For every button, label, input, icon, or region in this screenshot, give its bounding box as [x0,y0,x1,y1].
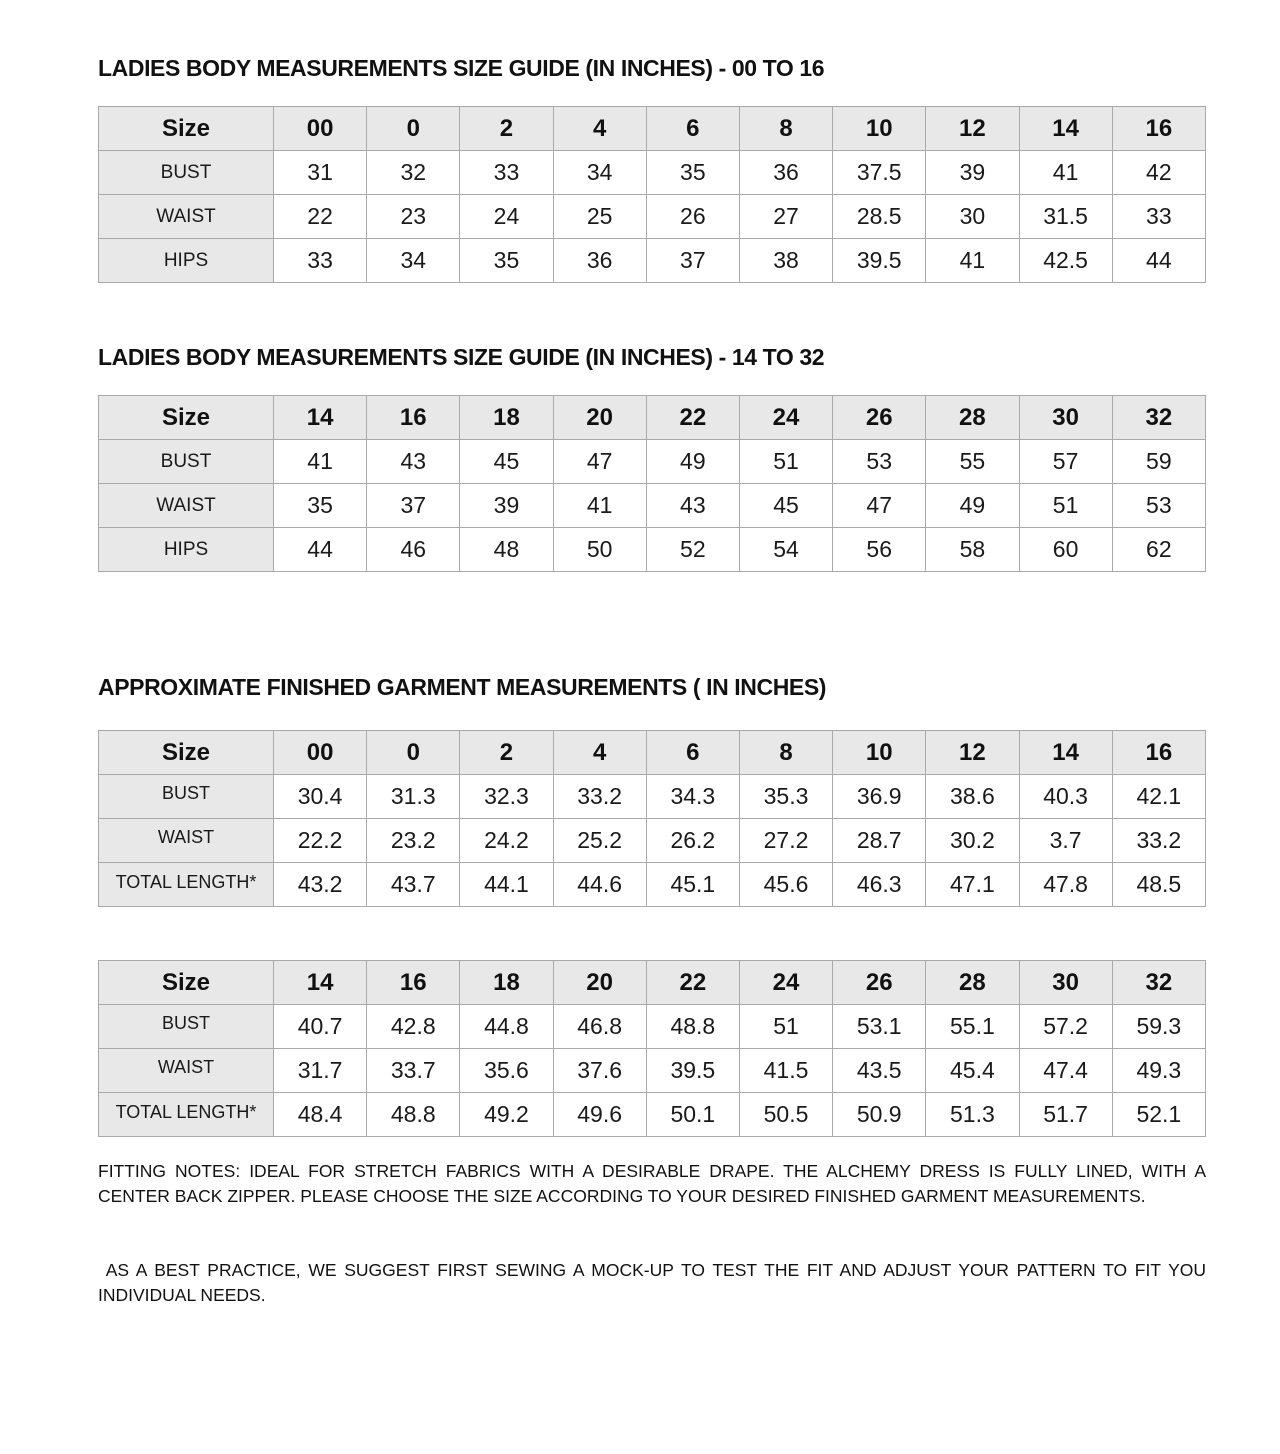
size-header-cell: 24 [739,961,832,1005]
measurement-value: 30.4 [274,775,367,819]
measurement-value: 39.5 [646,1049,739,1093]
measurement-value: 46 [367,528,460,572]
measurement-label: BUST [99,151,274,195]
measurement-value: 44.6 [553,863,646,907]
measurement-row [99,195,1206,239]
measurement-value: 42.5 [1019,239,1112,283]
measurement-value: 28.5 [833,195,926,239]
measurement-value: 40.7 [274,1005,367,1049]
measurement-value: 34.3 [646,775,739,819]
size-header-cell: 32 [1112,961,1205,1005]
size-header-cell: 6 [646,731,739,775]
measurement-label: HIPS [99,239,274,283]
measurement-value: 28.7 [833,819,926,863]
measurement-value: 42.8 [367,1005,460,1049]
measurement-label: BUST [99,440,274,484]
measurement-value: 23.2 [367,819,460,863]
measurement-row [99,528,1206,572]
measurement-value: 34 [553,151,646,195]
measurement-value: 48 [460,528,553,572]
measurement-row [99,863,1206,907]
measurement-label: TOTAL LENGTH* [99,1093,274,1137]
measurement-value: 37 [367,484,460,528]
measurement-row [99,1049,1206,1093]
measurement-value: 36 [553,239,646,283]
measurement-row [99,151,1206,195]
measurement-value: 26 [646,195,739,239]
size-header-label: Size [99,731,274,775]
measurement-value: 48.8 [367,1093,460,1137]
measurement-value: 33.7 [367,1049,460,1093]
measurement-value: 43.7 [367,863,460,907]
garment-table-00-16 [98,730,1206,907]
body-size-guide-14-32-title: LADIES BODY MEASUREMENTS SIZE GUIDE (IN INCHES) - 14 TO 32 [98,344,825,370]
measurement-label: TOTAL LENGTH* [99,863,274,907]
measurement-value: 53 [833,440,926,484]
measurement-value: 23 [367,195,460,239]
size-header-row [99,396,1206,440]
measurement-value: 26.2 [646,819,739,863]
size-header-cell: 26 [833,961,926,1005]
measurement-value: 47.1 [926,863,1019,907]
measurement-value: 44 [274,528,367,572]
measurement-value: 46.8 [553,1005,646,1049]
size-header-cell: 22 [646,961,739,1005]
measurement-value: 36 [739,151,832,195]
measurement-label: WAIST [99,195,274,239]
measurement-value: 49 [926,484,1019,528]
measurement-value: 60 [1019,528,1112,572]
size-header-cell: 8 [739,731,832,775]
size-header-cell: 28 [926,961,1019,1005]
size-header-cell: 26 [833,396,926,440]
measurement-value: 44.8 [460,1005,553,1049]
measurement-value: 41 [926,239,1019,283]
measurement-value: 22 [274,195,367,239]
measurement-value: 3.7 [1019,819,1112,863]
size-header-cell: 32 [1112,396,1205,440]
measurement-row [99,1005,1206,1049]
measurement-value: 45 [460,440,553,484]
measurement-value: 39 [460,484,553,528]
measurement-value: 33 [274,239,367,283]
measurement-label: HIPS [99,528,274,572]
measurement-value: 44.1 [460,863,553,907]
size-header-cell: 30 [1019,396,1112,440]
size-header-cell: 16 [367,961,460,1005]
size-header-row [99,961,1206,1005]
size-header-cell: 10 [833,731,926,775]
measurement-value: 33.2 [1112,819,1205,863]
measurement-value: 56 [833,528,926,572]
measurement-value: 50.5 [739,1093,832,1137]
size-header-cell: 16 [1112,731,1205,775]
measurement-value: 50.9 [833,1093,926,1137]
size-header-row [99,731,1206,775]
measurement-value: 31.5 [1019,195,1112,239]
size-header-cell: 16 [367,396,460,440]
measurement-value: 41.5 [739,1049,832,1093]
measurement-value: 43.5 [833,1049,926,1093]
size-header-cell: 2 [460,107,553,151]
measurement-value: 35 [646,151,739,195]
measurement-value: 25 [553,195,646,239]
measurement-value: 59.3 [1112,1005,1205,1049]
size-header-cell: 30 [1019,961,1112,1005]
measurement-value: 48.4 [274,1093,367,1137]
measurement-row [99,1093,1206,1137]
measurement-value: 59 [1112,440,1205,484]
measurement-value: 37 [646,239,739,283]
size-header-cell: 20 [553,961,646,1005]
measurement-label: BUST [99,1005,274,1049]
measurement-value: 58 [926,528,1019,572]
size-header-label: Size [99,107,274,151]
measurement-value: 51.7 [1019,1093,1112,1137]
measurement-label: WAIST [99,1049,274,1093]
size-header-cell: 0 [367,731,460,775]
measurement-value: 57.2 [1019,1005,1112,1049]
size-header-cell: 18 [460,396,553,440]
measurement-value: 53.1 [833,1005,926,1049]
size-header-cell: 4 [553,107,646,151]
size-header-cell: 0 [367,107,460,151]
measurement-value: 51 [739,1005,832,1049]
measurement-value: 45.6 [739,863,832,907]
measurement-value: 50.1 [646,1093,739,1137]
measurement-value: 45.4 [926,1049,1019,1093]
body-size-table-14-32 [98,395,1206,572]
measurement-value: 49.3 [1112,1049,1205,1093]
measurement-row [99,239,1206,283]
measurement-value: 42 [1112,151,1205,195]
body-size-table-00-16 [98,106,1206,283]
measurement-value: 55 [926,440,1019,484]
garment-table-14-32 [98,960,1206,1137]
garment-measurements-title: APPROXIMATE FINISHED GARMENT MEASUREMENTS ( IN INCHES) [98,674,827,700]
measurement-value: 53 [1112,484,1205,528]
measurement-value: 25.2 [553,819,646,863]
measurement-value: 50 [553,528,646,572]
measurement-value: 38 [739,239,832,283]
measurement-value: 27 [739,195,832,239]
measurement-value: 51.3 [926,1093,1019,1137]
size-header-cell: 10 [833,107,926,151]
measurement-value: 54 [739,528,832,572]
measurement-value: 49.2 [460,1093,553,1137]
measurement-value: 55.1 [926,1005,1019,1049]
size-header-cell: 22 [646,396,739,440]
best-practice-note: AS A BEST PRACTICE, WE SUGGEST FIRST SEWING A MOCK-UP TO TEST THE FIT AND ADJUST YOUR PATTERN TO FIT YOU INDIVIDUAL NEEDS. [98,1260,1211,1305]
measurement-value: 42.1 [1112,775,1205,819]
measurement-value: 31.3 [367,775,460,819]
size-header-cell: 28 [926,396,1019,440]
measurement-value: 36.9 [833,775,926,819]
measurement-value: 51 [739,440,832,484]
measurement-value: 49 [646,440,739,484]
measurement-value: 31 [274,151,367,195]
size-header-cell: 00 [274,107,367,151]
body-size-guide-00-16-title: LADIES BODY MEASUREMENTS SIZE GUIDE (IN INCHES) - 00 TO 16 [98,55,825,81]
measurement-value: 30 [926,195,1019,239]
measurement-value: 47.4 [1019,1049,1112,1093]
measurement-value: 30.2 [926,819,1019,863]
size-header-cell: 4 [553,731,646,775]
measurement-label: WAIST [99,484,274,528]
size-header-cell: 24 [739,396,832,440]
size-header-cell: 18 [460,961,553,1005]
measurement-row [99,440,1206,484]
measurement-value: 41 [274,440,367,484]
measurement-value: 27.2 [739,819,832,863]
size-header-cell: 14 [274,961,367,1005]
size-header-cell: 6 [646,107,739,151]
size-header-label: Size [99,961,274,1005]
measurement-value: 39.5 [833,239,926,283]
measurement-value: 24.2 [460,819,553,863]
measurement-value: 35.6 [460,1049,553,1093]
size-header-cell: 00 [274,731,367,775]
measurement-value: 31.7 [274,1049,367,1093]
size-header-label: Size [99,396,274,440]
size-header-cell: 2 [460,731,553,775]
measurement-value: 34 [367,239,460,283]
measurement-value: 46.3 [833,863,926,907]
size-header-cell: 12 [926,107,1019,151]
measurement-value: 57 [1019,440,1112,484]
measurement-value: 32 [367,151,460,195]
measurement-label: BUST [99,775,274,819]
size-header-cell: 8 [739,107,832,151]
measurement-value: 37.6 [553,1049,646,1093]
measurement-value: 45.1 [646,863,739,907]
measurement-value: 39 [926,151,1019,195]
measurement-value: 41 [553,484,646,528]
measurement-label: WAIST [99,819,274,863]
measurement-value: 35 [460,239,553,283]
measurement-value: 45 [739,484,832,528]
measurement-value: 43 [367,440,460,484]
measurement-value: 52.1 [1112,1093,1205,1137]
measurement-value: 37.5 [833,151,926,195]
measurement-row [99,819,1206,863]
size-header-cell: 14 [1019,107,1112,151]
measurement-value: 32.3 [460,775,553,819]
measurement-value: 48.5 [1112,863,1205,907]
measurement-row [99,775,1206,819]
measurement-value: 33 [460,151,553,195]
size-header-cell: 16 [1112,107,1205,151]
measurement-value: 22.2 [274,819,367,863]
measurement-value: 43.2 [274,863,367,907]
measurement-value: 51 [1019,484,1112,528]
size-header-cell: 14 [274,396,367,440]
measurement-value: 48.8 [646,1005,739,1049]
measurement-value: 62 [1112,528,1205,572]
measurement-value: 47 [833,484,926,528]
measurement-value: 35 [274,484,367,528]
measurement-value: 38.6 [926,775,1019,819]
measurement-value: 40.3 [1019,775,1112,819]
measurement-value: 33 [1112,195,1205,239]
size-header-row [99,107,1206,151]
measurement-value: 47.8 [1019,863,1112,907]
measurement-value: 47 [553,440,646,484]
measurement-value: 44 [1112,239,1205,283]
measurement-row [99,484,1206,528]
measurement-value: 43 [646,484,739,528]
size-header-cell: 14 [1019,731,1112,775]
measurement-value: 24 [460,195,553,239]
measurement-value: 49.6 [553,1093,646,1137]
size-header-cell: 12 [926,731,1019,775]
fitting-notes: FITTING NOTES: IDEAL FOR STRETCH FABRICS WITH A DESIRABLE DRAPE. THE ALCHEMY DRESS IS FULLY LINED, WITH A CENTER BACK ZIPPER. PLEASE CHOOSE THE SIZE ACCORDING TO YOUR DESIRED FINISHED GARMENT MEASUREMENTS. [98,1161,1206,1206]
measurement-value: 41 [1019,151,1112,195]
measurement-value: 35.3 [739,775,832,819]
measurement-value: 52 [646,528,739,572]
measurement-value: 33.2 [553,775,646,819]
size-header-cell: 20 [553,396,646,440]
